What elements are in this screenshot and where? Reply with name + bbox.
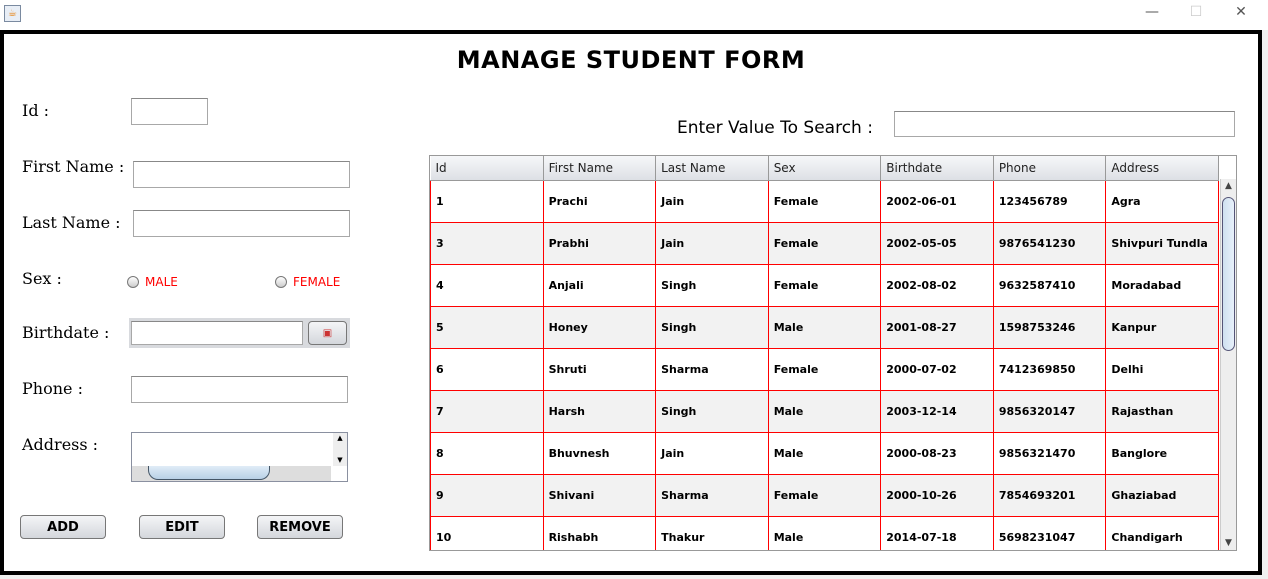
table-cell: 9632587410 <box>993 265 1106 307</box>
calendar-button[interactable] <box>308 321 347 345</box>
table-cell: 1 <box>431 181 544 223</box>
table-cell: 123456789 <box>993 181 1106 223</box>
table-cell: Singh <box>656 265 769 307</box>
column-header[interactable]: Last Name <box>656 156 769 181</box>
table-cell: 9876541230 <box>993 223 1106 265</box>
birthdate-label: Birthdate : <box>22 323 110 342</box>
address-label: Address : <box>22 435 99 454</box>
birthdate-field[interactable] <box>131 321 303 345</box>
phone-field[interactable] <box>131 376 348 403</box>
table-cell: Jain <box>656 433 769 475</box>
table-cell: Harsh <box>543 391 656 433</box>
table-cell: Chandigarh <box>1106 517 1219 552</box>
table-cell: Ghaziabad <box>1106 475 1219 517</box>
page-title: MANAGE STUDENT FORM <box>456 46 806 74</box>
table-cell: Banglore <box>1106 433 1219 475</box>
students-table <box>429 155 1237 551</box>
table-cell: Female <box>768 349 881 391</box>
table-cell: Shivpuri Tundla <box>1106 223 1219 265</box>
table-row[interactable] <box>431 517 1219 552</box>
column-header[interactable]: First Name <box>543 156 656 181</box>
close-button[interactable]: ✕ <box>1235 4 1247 20</box>
address-horizontal-scrollbar[interactable] <box>132 466 331 481</box>
table-row[interactable] <box>431 181 1219 223</box>
scroll-down-icon[interactable]: ▼ <box>1225 538 1232 548</box>
table-cell: 2002-08-02 <box>881 265 994 307</box>
table-cell: Female <box>768 265 881 307</box>
table-cell: 2000-10-26 <box>881 475 994 517</box>
table-cell: 2001-08-27 <box>881 307 994 349</box>
female-radio[interactable] <box>275 275 340 289</box>
column-header[interactable]: Phone <box>993 156 1106 181</box>
table-cell: Anjali <box>543 265 656 307</box>
table-cell: 7 <box>431 391 544 433</box>
search-label: Enter Value To Search : <box>677 118 873 138</box>
radio-circle-icon <box>127 276 139 288</box>
table-cell: Prabhi <box>543 223 656 265</box>
table-row[interactable] <box>431 265 1219 307</box>
table-cell: 8 <box>431 433 544 475</box>
scroll-up-icon[interactable]: ▲ <box>1225 181 1232 191</box>
table-cell: Female <box>768 223 881 265</box>
table-cell: Jain <box>656 181 769 223</box>
first-name-label: First Name : <box>22 157 125 176</box>
table-cell: Jain <box>656 223 769 265</box>
table-cell: 9856321470 <box>993 433 1106 475</box>
table-row[interactable] <box>431 391 1219 433</box>
table-row[interactable] <box>431 223 1219 265</box>
table-cell: Prachi <box>543 181 656 223</box>
phone-label: Phone : <box>22 379 83 398</box>
table-row[interactable] <box>431 433 1219 475</box>
table-cell: 7412369850 <box>993 349 1106 391</box>
table-cell: Rajasthan <box>1106 391 1219 433</box>
column-header[interactable]: Address <box>1106 156 1219 181</box>
table-cell: 10 <box>431 517 544 552</box>
address-textarea[interactable] <box>131 432 348 482</box>
java-app-icon: ☕ <box>4 5 21 22</box>
table-cell: 4 <box>431 265 544 307</box>
table-cell: 5 <box>431 307 544 349</box>
male-radio[interactable] <box>127 275 178 289</box>
table-cell: Female <box>768 181 881 223</box>
table-cell: Bhuvnesh <box>543 433 656 475</box>
column-header[interactable]: Id <box>431 156 544 181</box>
last-name-label: Last Name : <box>22 213 121 232</box>
table-row[interactable] <box>431 307 1219 349</box>
sex-label: Sex : <box>22 269 62 288</box>
table-cell: 2000-08-23 <box>881 433 994 475</box>
scroll-thumb[interactable] <box>148 466 270 480</box>
table-cell: 6 <box>431 349 544 391</box>
table-cell: Shivani <box>543 475 656 517</box>
table-cell: Female <box>768 475 881 517</box>
remove-button[interactable]: REMOVE <box>257 515 343 539</box>
address-vertical-scrollbar[interactable]: ▲ ▼ <box>333 433 347 466</box>
table-cell: Male <box>768 517 881 552</box>
table-cell: Male <box>768 307 881 349</box>
last-name-field[interactable] <box>133 210 350 237</box>
table-cell: Male <box>768 391 881 433</box>
table-cell: Honey <box>543 307 656 349</box>
male-label: MALE <box>145 275 178 289</box>
table-cell: 5698231047 <box>993 517 1106 552</box>
table-cell: Delhi <box>1106 349 1219 391</box>
column-header[interactable]: Birthdate <box>881 156 994 181</box>
table-cell: 1598753246 <box>993 307 1106 349</box>
table-cell: 2002-06-01 <box>881 181 994 223</box>
form-panel <box>0 30 1262 575</box>
table-cell: Shruti <box>543 349 656 391</box>
table-cell: 2014-07-18 <box>881 517 994 552</box>
column-header[interactable]: Sex <box>768 156 881 181</box>
add-button[interactable]: ADD <box>20 515 106 539</box>
edit-button[interactable]: EDIT <box>139 515 225 539</box>
first-name-field[interactable] <box>133 161 350 188</box>
table-cell: 9856320147 <box>993 391 1106 433</box>
scroll-thumb[interactable] <box>1222 197 1235 351</box>
table-cell: Moradabad <box>1106 265 1219 307</box>
table-cell: Rishabh <box>543 517 656 552</box>
table-cell: 2000-07-02 <box>881 349 994 391</box>
table-cell: Sharma <box>656 475 769 517</box>
table-cell: 7854693201 <box>993 475 1106 517</box>
table-vertical-scrollbar[interactable] <box>1220 179 1236 550</box>
table-cell: Sharma <box>656 349 769 391</box>
id-field[interactable] <box>131 98 208 125</box>
table-cell: Thakur <box>656 517 769 552</box>
title-bar <box>0 0 1268 30</box>
search-input[interactable] <box>894 111 1235 137</box>
date-chooser <box>129 318 350 348</box>
id-label: Id : <box>22 101 50 120</box>
female-label: FEMALE <box>293 275 341 289</box>
radio-circle-icon <box>275 276 287 288</box>
table-cell: Singh <box>656 391 769 433</box>
table-row[interactable] <box>431 349 1219 391</box>
table-cell: Agra <box>1106 181 1219 223</box>
table-cell: 9 <box>431 475 544 517</box>
table-cell: 2002-05-05 <box>881 223 994 265</box>
calendar-icon: ▣ <box>322 327 333 339</box>
maximize-button[interactable]: ☐ <box>1189 4 1203 20</box>
table-cell: 2003-12-14 <box>881 391 994 433</box>
table-cell: Male <box>768 433 881 475</box>
table-cell: 3 <box>431 223 544 265</box>
table-cell: Kanpur <box>1106 307 1219 349</box>
minimize-button[interactable]: — <box>1145 4 1159 20</box>
table-row[interactable] <box>431 475 1219 517</box>
table-cell: Singh <box>656 307 769 349</box>
